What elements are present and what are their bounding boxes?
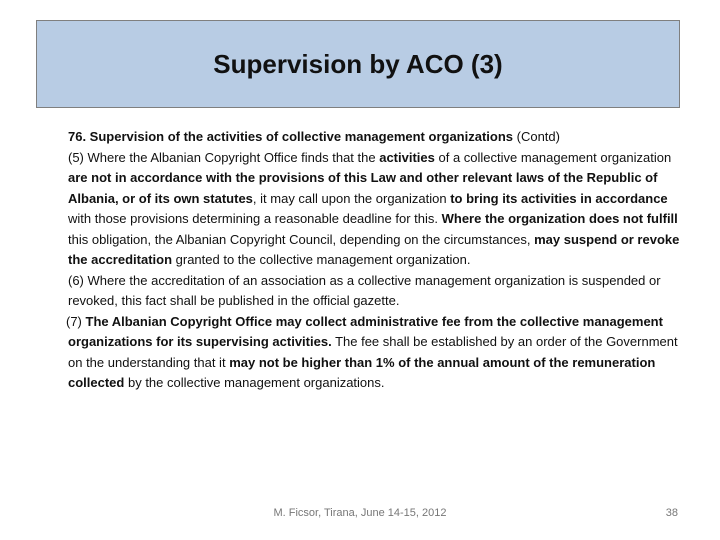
p5-run: (5) Where the Albanian Copyright Office finds that the: [68, 149, 380, 165]
slide-title: Supervision by ACO (3): [213, 48, 503, 79]
article-heading-bold: 76. Supervision of the activities of collective management organizations: [68, 129, 514, 144]
p5-run: of a collective management organization: [434, 149, 672, 165]
page-number: 38: [665, 507, 678, 519]
footer-author: M. Ficsor, Tirana, June 14-15, 2012: [273, 507, 447, 519]
title-box: [36, 20, 680, 108]
p5-run: , it may call upon the organization: [252, 190, 451, 206]
paragraph-5: [68, 148, 684, 271]
p5-run: are not in accordance with the provisions of this Law and other relevant laws of the Republic of Albania, or of its own statutes: [68, 170, 658, 206]
article-heading-rest: (Contd): [513, 129, 560, 144]
p5-run: with those provisions determining a reasonable deadline for this.: [68, 211, 442, 226]
p5-run: activities: [379, 149, 435, 165]
p5-run: Where the organization does not fulfill: [441, 211, 678, 226]
slide-body: [68, 127, 684, 394]
article-heading: [68, 127, 684, 148]
p5-run: may suspend or revoke the accreditation: [68, 231, 680, 267]
paragraph-6: (6) Where the accreditation of an association as a collective management organization is suspended or revoked, this fact shall be published in the official gazette.: [68, 272, 661, 308]
p5-run: to bring its activities in accordance: [450, 190, 668, 206]
p5-run: this obligation, the Albanian Copyright Council, depending on the circumstances,: [68, 231, 535, 247]
p7-run: The Albanian Copyright Office may collect administrative fee from the collective management organizations for its supervising activities.: [68, 313, 663, 349]
p5-run: granted to the collective management organization.: [172, 252, 471, 267]
paragraph-7: [68, 312, 684, 394]
p7-run: (7): [66, 313, 86, 329]
p7-run: by the collective management organizations.: [124, 375, 385, 390]
p7-run: may not be higher than 1% of the annual amount of the remuneration collected: [68, 354, 656, 390]
p7-run: The fee shall be established by an order of the Government on the understanding that it: [68, 334, 678, 370]
